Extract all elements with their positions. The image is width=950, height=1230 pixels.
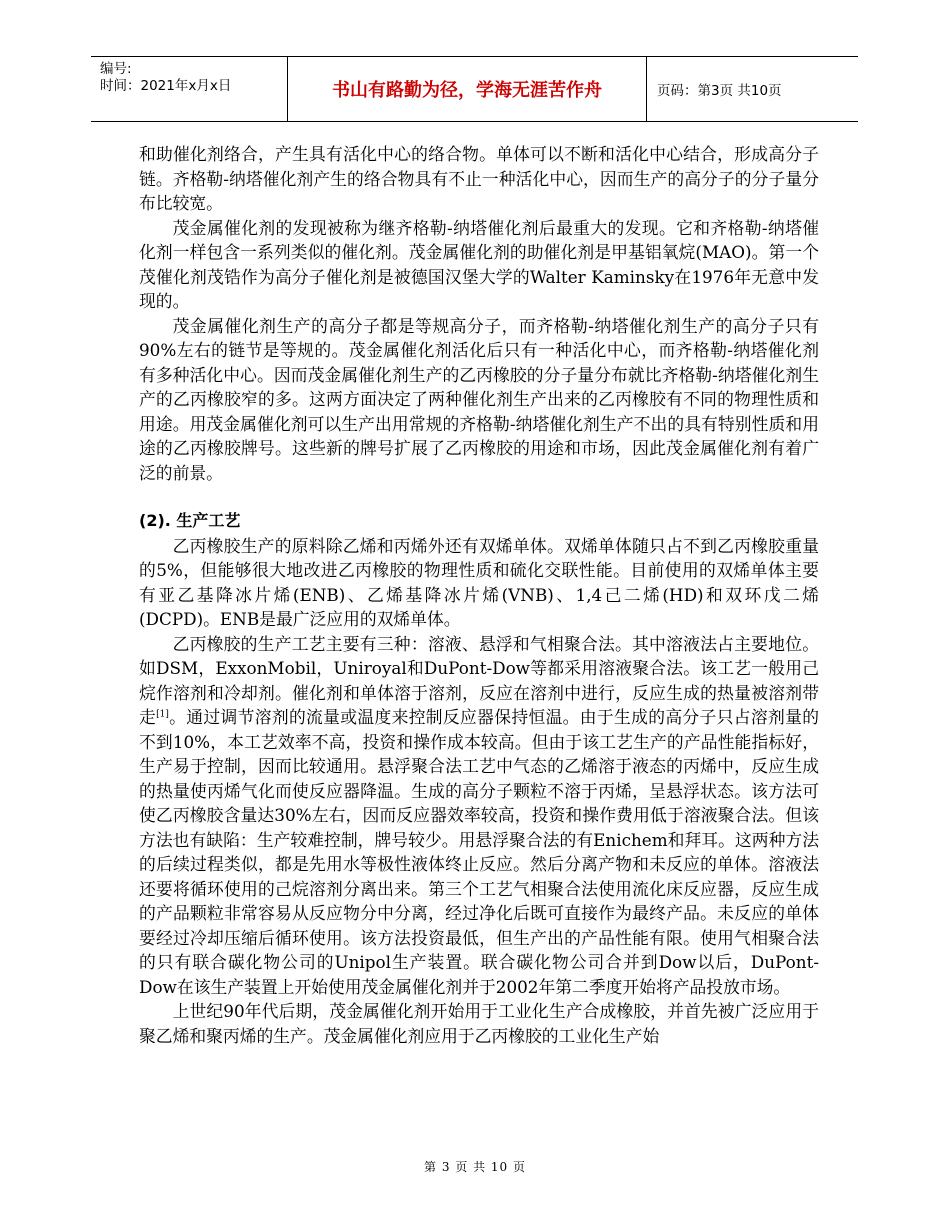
header-meta [91, 57, 287, 121]
paragraph-1: 和助催化剂络合，产生具有活化中心的络合物。单体可以不断和活化中心结合，形成高分子链。齐格勒-纳塔催化剂产生的络合物具有不止一种活化中心，因而生产的高分子的分子量分布比较宽。 [139, 144, 819, 213]
page-header [91, 56, 858, 122]
header-motto: 书山有路勤为径，学海无涯苦作舟 [287, 57, 647, 121]
paragraph-3: 茂金属催化剂生产的高分子都是等规高分子，而齐格勒-纳塔催化剂生产的高分子只有90%左右的链节是等规的。茂金属催化剂活化后只有一种活化中心，而齐格勒-纳塔催化剂有多种活化中心。因而茂金属催化剂生产的乙丙橡胶的分子量分布就比齐格勒-纳塔催化剂生产的乙丙橡胶窄的多。这两方面决定了两种催化剂生产出来的乙丙橡胶有不同的物理性质和用途。用茂金属催化剂可以生产出用常规的齐格勒-纳塔催化剂生产不出的具有特别性质和用途的乙丙橡胶牌号。这些新的牌号扩展了乙丙橡胶的用途和市场，因此茂金属催化剂有着广泛的前景。 [139, 315, 819, 483]
number-label: 编号: [100, 61, 132, 77]
paragraph-4: 乙丙橡胶生产的原料除乙烯和丙烯外还有双烯单体。双烯单体随只占不到乙丙橡胶重量的5%，但能够很大地改进乙丙橡胶的物理性质和硫化交联性能。目前使用的双烯单体主要有亚乙基降冰片烯(ENB)、乙烯基降冰片烯(VNB)、1,4己二烯(HD)和双环戊二烯(DCPD)。ENB是最广泛应用的双烯单体。 [139, 535, 819, 629]
section-heading: (2). 生产工艺 [139, 511, 241, 530]
paragraph-5-part-b: 。通过调节溶剂的流量或温度来控制反应器保持恒温。由于生成的高分子只占溶剂量的不到10%，本工艺效率不高，投资和操作成本较高。但由于该工艺生产的产品性能指标好，生产易于控制，因而比较通用。悬浮聚合法工艺中气态的乙烯溶于液态的丙烯中，反应生成的热量使丙烯气化而使反应器降温。生成的高分子颗粒不溶于丙烯，呈悬浮状态。该方法可使乙丙橡胶含量达30%左右，因而反应器效率较高，投资和操作费用低于溶液聚合法。但该方法也有缺陷：生产较难控制，牌号较少。用悬浮聚合法的有Enichem和拜耳。这两种方法的后续过程类似，都是先用水等极性液体终止反应。然后分离产物和未反应的单体。溶液法还要将循环使用的己烷溶剂分离出来。第三个工艺气相聚合法使用流化床反应器，反应生成的产品颗粒非常容易从反应物分中分离，经过净化后既可直接作为最终产品。未反应的单体要经过冷却压缩后循环使用。该方法投资最低，但生产出的产品性能有限。使用气相聚合法的只有联合碳化物公司的Unipol生产装置。联合碳化物公司合并到Dow以后，DuPont-Dow在该生产装置上开始使用茂金属催化剂并于2002年第二季度开始将产品投放市场。 [139, 707, 819, 997]
paragraph-5-part-a: 乙丙橡胶的生产工艺主要有三种：溶液、悬浮和气相聚合法。其中溶液法占主要地位。如DSM，ExxonMobil，Uniroyal和DuPont-Dow等都采用溶液聚合法。该工艺一般用己烷作溶剂和冷却剂。催化剂和单体溶于溶剂，反应在溶剂中进行，反应生成的热量被溶剂带走 [139, 633, 819, 727]
document-body [139, 142, 819, 1048]
header-page-info: 页码：第3页 共10页 [657, 83, 782, 99]
page-footer: 第 3 页 共 10 页 [424, 1160, 526, 1174]
paragraph-5 [139, 632, 819, 1000]
reference-marker: [1] [156, 709, 169, 720]
time-label: 时间：2021年x月x日 [100, 78, 232, 94]
paragraph-6: 上世纪90年代后期，茂金属催化剂开始用于工业化生产合成橡胶，并首先被广泛应用于聚乙烯和聚丙烯的生产。茂金属催化剂应用于乙丙橡胶的工业化生产始 [139, 1001, 819, 1046]
paragraph-2: 茂金属催化剂的发现被称为继齐格勒-纳塔催化剂后最重大的发现。它和齐格勒-纳塔催化剂一样包含一系列类似的催化剂。茂金属催化剂的助催化剂是甲基铝氧烷(MAO)。第一个茂催化剂茂锆作为高分子催化剂是被德国汉堡大学的Walter Kaminsky在1976年无意中发现的。 [139, 217, 819, 311]
